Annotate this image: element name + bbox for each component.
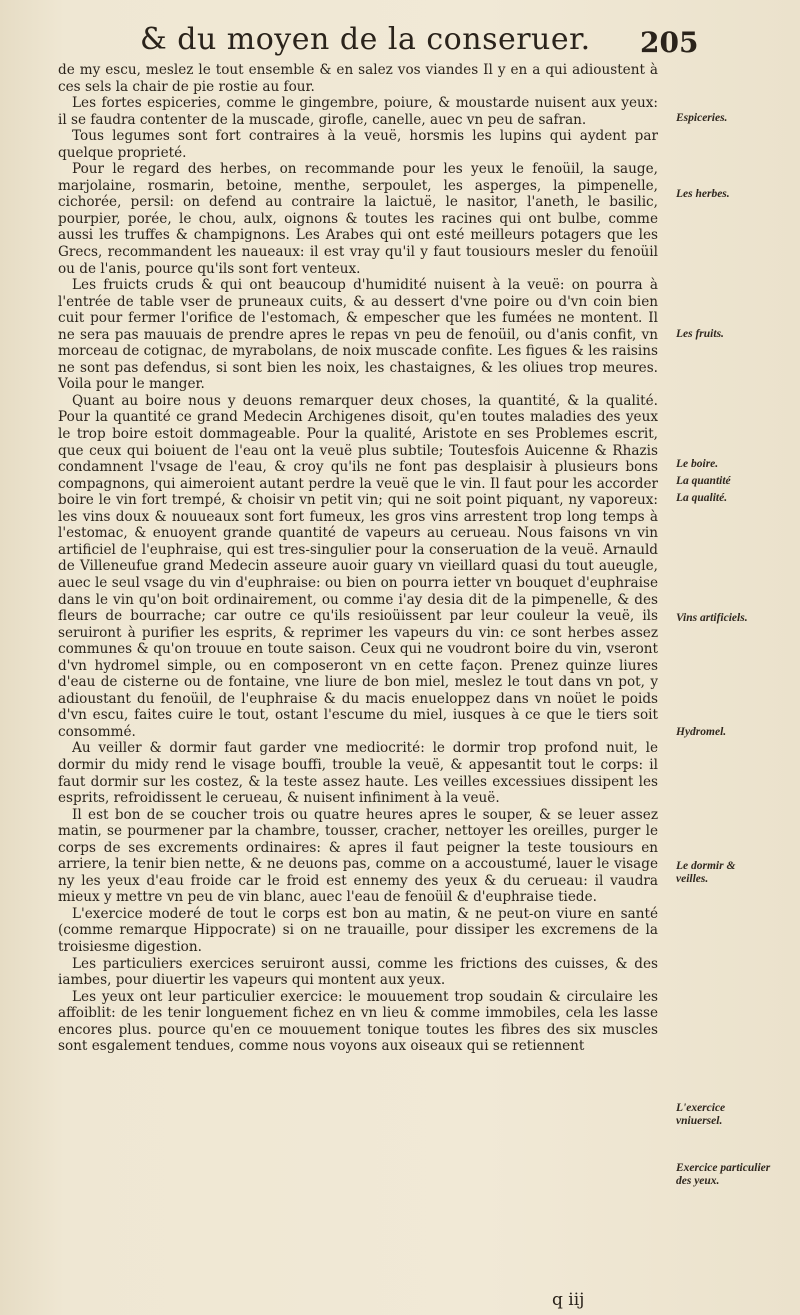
paragraph: Les yeux ont leur particulier exercice: le mouuement trop soudain & circulaire les affoiblit: de les tenir longuement fichez en vn lieu & comme immobiles, cela les lasse encores plus. pource qu'en ce mouuement tonique toutes les fibres des six muscles sont esgalement tendues, comme nous voyons aux oiseaux qui se retiennent <box>58 988 658 1055</box>
margin-note-hydromel: Hydromel. <box>676 726 727 738</box>
page-number: 205 <box>640 26 699 59</box>
signature-mark: q iij <box>552 1290 585 1310</box>
body-text <box>58 62 658 1055</box>
margin-note-exercice: L'exercice vniuersel. <box>676 1102 726 1127</box>
paragraph: Pour le regard des herbes, on recommande pour les yeux le fenoüil, la sauge, marjolaine, rosmarin, betoine, menthe, serpoulet, les asperges, la pimpenelle, cichorée, persil: on defend au contraire la laictuë, le nasitor, l'aneth, le basilic, pourpier, porée, le chou, aulx, oignons & toutes les racines qui ont bulbe, comme aussi les truffes & champignons. Les Arabes qui ont esté meilleurs potagers que les Grecs, recommandent les naueaux: il est vray qu'il y faut tousiours mesler du fenoüil ou de l'anis, pource qu'ils sont fort venteux. <box>58 161 658 277</box>
paragraph: de my escu, meslez le tout ensemble & en salez vos viandes Il y en a qui adioustent à ces sels la chair de pie rostie au four. <box>58 62 658 95</box>
paragraph: Il est bon de se coucher trois ou quatre heures apres le souper, & se leuer assez matin, se pourmener par la chambre, tousser, cracher, nettoyer les oreilles, purger le corps de ses excrements ordinaires: & apres il faut peigner la teste tousiours en arriere, la tenir bien nette, & ne deuons pas, comme on a accoustumé, lauer le visage ny les yeux d'eau froide car le froid est ennemy des yeux & du cerueau: il vaudra mieux y mettre vn peu de vin blanc, auec l'eau de fenoüil & d'euphraise tiede. <box>58 806 658 906</box>
margin-note-espiceries: Espiceries. <box>676 112 728 124</box>
paragraph: Tous legumes sont fort contraires à la veuë, horsmis les lupins qui aydent par quelque proprieté. <box>58 128 658 161</box>
running-head: & du moyen de la conseruer. <box>140 22 591 57</box>
margin-note-boire: Le boire. <box>676 458 719 470</box>
paragraph: Quant au boire nous y deuons remarquer deux choses, la quantité, & la qualité. Pour la quantité ce grand Medecin Archigenes disoit, qu'en toutes maladies des yeux le trop boire estoit dommageable. Pour la qualité, Aristote en ses Problemes escrit, que ceux qui boiuent de l'eau ont la veuë plus subtile; Toutesfois Auicenne & Rhazis condamnent l'vsage de l'eau, & croy qu'ils ne font pas desplaisir à plusieurs bons compagnons, qui aimeroient autant perdre la veuë que le vin. Il faut pour les accorder boire le vin fort trempé, & choisir vn petit vin; qui ne soit point piquant, ny vaporeux: les vins doux & nouueaux sont fort fumeux, les gros vins arrestent trop long temps à l'estomac, & enuoyent grande quantité de vapeurs au cerueau. Nous faisons vn vin artificiel de l'euphraise, qui est tres-singulier pour la conseruation de la veuë. Arnauld de Villeneufue grand Medecin asseure auoir guary vn vieillard quasi du tout aueugle, auec le seul vsage du vin d'euphraise: ou bien on pourra ietter vn bouquet d'euphraise dans le vin qu'on boit ordinairement, ou comme i'ay desia dit de la pimpenelle, & des fleurs de bourrache; car outre ce qu'ils resioüissent par leur couleur la veuë, ils seruiront à purifier les esprits, & reprimer les vapeurs du vin: ce sont herbes assez communes & qu'on trouue en toute saison. Ceux qui ne voudront boire du vin, vseront d'vn hydromel simple, ou en composeront vn en cette façon. Prenez quinze liures d'eau de cisterne ou de fontaine, vne liure de bon miel, meslez le tout dans vn pot, y adioustant du fenoüil, de l'euphraise & du macis enueloppez dans vn noüet le poids d'vn escu, faites cuire le tout, ostant l'escume du miel, iusques à ce que le tiers soit consommé. <box>58 392 658 740</box>
paragraph: Les fortes espiceries, comme le gingembre, poiure, & moustarde nuisent aux yeux: il se faudra contenter de la muscade, girofle, canelle, auec vn peu de safran. <box>58 95 658 128</box>
margin-note-dormir: Le dormir & veilles. <box>676 860 736 885</box>
margin-note-fruits: Les fruits. <box>676 328 724 340</box>
margin-note-herbes: Les herbes. <box>676 188 730 200</box>
margin-note-vins: Vins artificiels. <box>676 612 748 624</box>
page-header <box>0 22 800 62</box>
paragraph: L'exercice moderé de tout le corps est bon au matin, & ne peut-on viure en santé (comme remarque Hippocrate) si on ne trauaille, pour dissiper les excremens de la troisiesme digestion. <box>58 905 658 955</box>
paragraph: Au veiller & dormir faut garder vne mediocrité: le dormir trop profond nuit, le dormir du midy rend le visage bouffi, trouble la veuë, & appesantit tout le corps: il faut dormir sur les costez, & la teste assez haute. Les veilles excessiues dissipent les esprits, refroidissent le cerueau, & nuisent infiniment à la veuë. <box>58 740 658 807</box>
margin-note-qualite: La qualité. <box>676 492 728 504</box>
paragraph: Les particuliers exercices seruiront aussi, comme les frictions des cuisses, & des iambes, pour diuertir les vapeurs qui montent aux yeux. <box>58 955 658 989</box>
margin-note-quantite: La quantité <box>676 475 731 487</box>
margin-note-exercice-yeux: Exercice particulier des yeux. <box>676 1162 771 1187</box>
paragraph: Les fruicts cruds & qui ont beaucoup d'humidité nuisent à la veuë: on pourra à l'entrée de table vser de pruneaux cuits, & au dessert d'vne poire ou d'vn coin bien cuit pour fermer l'orifice de l'estomach, & empescher que les fumées ne montent. Il ne sera pas mauuais de prendre apres le repas vn peu de fenoüil, ou d'anis confit, vn morceau de cotignac, de myrabolans, de noix muscade confite. Les figues & les raisins ne sont pas defendus, si sont bien les noix, les chastaignes, & les oliues trop meures. Voila pour le manger. <box>58 277 658 393</box>
